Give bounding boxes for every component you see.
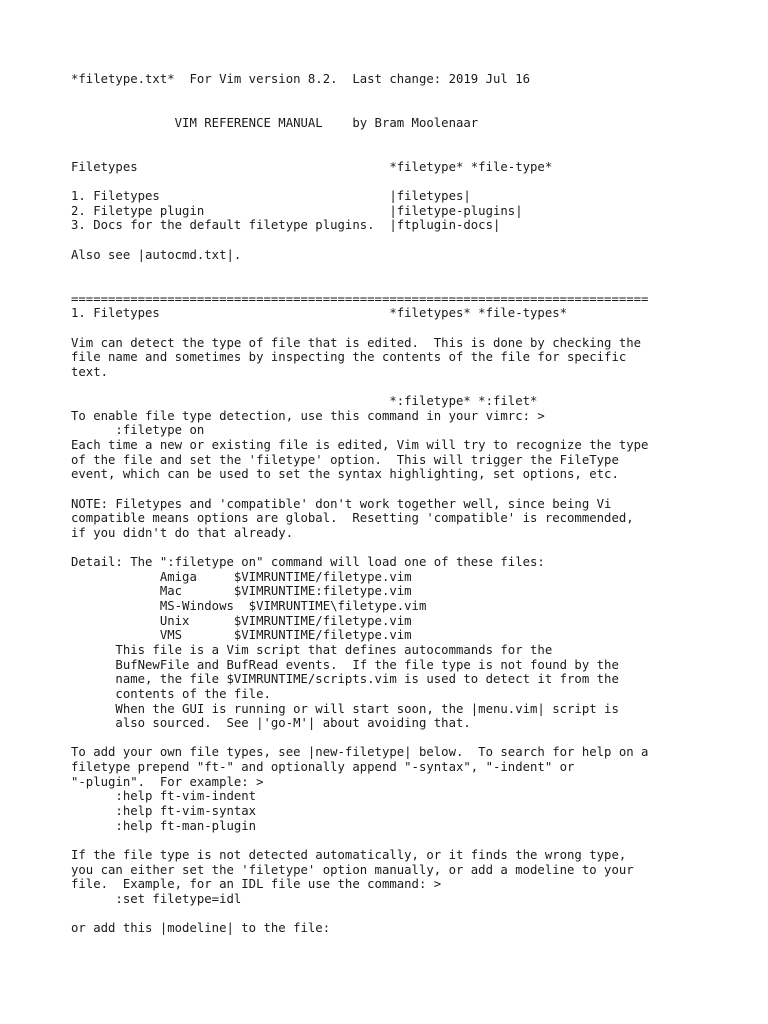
- document-line: [71, 907, 648, 922]
- document-line: :help ft-vim-indent: [71, 789, 257, 804]
- document-line: 2. Filetype plugin |filetype-plugins|: [71, 203, 523, 218]
- document-line: [71, 131, 648, 146]
- document-line: [71, 379, 648, 394]
- document-line: [71, 145, 648, 160]
- document-line: [71, 541, 648, 556]
- document-line: of the file and set the 'filetype' option. This will trigger the FileType: [71, 452, 619, 467]
- document-line: also sourced. See |'go-M'| about avoiding that.: [71, 716, 471, 731]
- document-line: [71, 731, 648, 746]
- document-line: 1. Filetypes *filetypes* *file-types*: [71, 306, 568, 321]
- document-line: [71, 833, 648, 848]
- document-line: Vim can detect the type of file that is edited. This is done by checking the: [71, 335, 642, 350]
- document-line: :filetype on: [71, 423, 205, 438]
- document-line: text.: [71, 364, 109, 379]
- document-line: *filetype.txt* For Vim version 8.2. Last change: 2019 Jul 16: [71, 72, 531, 86]
- document-line: you can either set the 'filetype' option manually, or add a modeline to your: [71, 862, 634, 877]
- document-line: [71, 321, 648, 336]
- document-line: To add your own file types, see |new-filetype| below. To search for help on a: [71, 745, 649, 760]
- document-line: 3. Docs for the default filetype plugins. |ftplugin-docs|: [71, 218, 501, 233]
- document-line: Amiga $VIMRUNTIME/filetype.vim: [71, 569, 412, 584]
- document-line: [71, 174, 648, 189]
- document-line: [71, 262, 648, 277]
- document-line: event, which can be used to set the syntax highlighting, set options, etc.: [71, 467, 619, 482]
- document-line: *:filetype* *:filet*: [71, 394, 538, 409]
- document-line: If the file type is not detected automatically, or it finds the wrong type,: [71, 847, 627, 862]
- document-line: Unix $VIMRUNTIME/filetype.vim: [71, 613, 412, 628]
- document-line: "-plugin". For example: >: [71, 774, 264, 789]
- document-line: Mac $VIMRUNTIME:filetype.vim: [71, 584, 412, 599]
- document-line: :set filetype=idl: [71, 891, 242, 906]
- document-line: Each time a new or existing file is edited, Vim will try to recognize the type: [71, 438, 649, 453]
- document-line: Detail: The ":filetype on" command will load one of these files:: [71, 555, 545, 570]
- document-line: file. Example, for an IDL file use the command: >: [71, 877, 442, 892]
- document-line: MS-Windows $VIMRUNTIME\filetype.vim: [71, 599, 427, 614]
- document-line: NOTE: Filetypes and 'compatible' don't work together well, since being Vi: [71, 496, 612, 511]
- document-line: if you didn't do that already.: [71, 525, 294, 540]
- document-line: file name and sometimes by inspecting the contents of the file for specific: [71, 350, 627, 365]
- document-line: VIM REFERENCE MANUAL by Bram Moolenaar: [71, 115, 479, 130]
- document-line: 1. Filetypes |filetypes|: [71, 189, 471, 204]
- document-line: contents of the file.: [71, 686, 271, 701]
- document-line: [71, 277, 648, 292]
- document-line: name, the file $VIMRUNTIME/scripts.vim is used to detect it from the: [71, 672, 619, 687]
- document-line: :help ft-vim-syntax: [71, 804, 257, 819]
- document-line: :help ft-man-plugin: [71, 818, 257, 833]
- document-line: This file is a Vim script that defines autocommands for the: [71, 642, 553, 657]
- document-line: [71, 233, 648, 248]
- document-line: Also see |autocmd.txt|.: [71, 247, 242, 262]
- document-line: BufNewFile and BufRead events. If the file type is not found by the: [71, 657, 619, 672]
- document-line: filetype prepend "ft-" and optionally append "-syntax", "-indent" or: [71, 760, 575, 775]
- document-line: When the GUI is running or will start soon, the |menu.vim| script is: [71, 701, 619, 716]
- document-line: [71, 87, 648, 102]
- document-line: compatible means options are global. Resetting 'compatible' is recommended,: [71, 511, 634, 526]
- document-line: To enable file type detection, use this command in your vimrc: >: [71, 408, 545, 423]
- document-line: VMS $VIMRUNTIME/filetype.vim: [71, 628, 412, 643]
- help-document: [71, 72, 648, 936]
- document-line: ==============================================================================: [71, 291, 649, 306]
- document-line: [71, 482, 648, 497]
- document-line: [71, 101, 648, 116]
- document-line: Filetypes *filetype* *file-type*: [71, 159, 553, 174]
- document-line: or add this |modeline| to the file:: [71, 921, 331, 936]
